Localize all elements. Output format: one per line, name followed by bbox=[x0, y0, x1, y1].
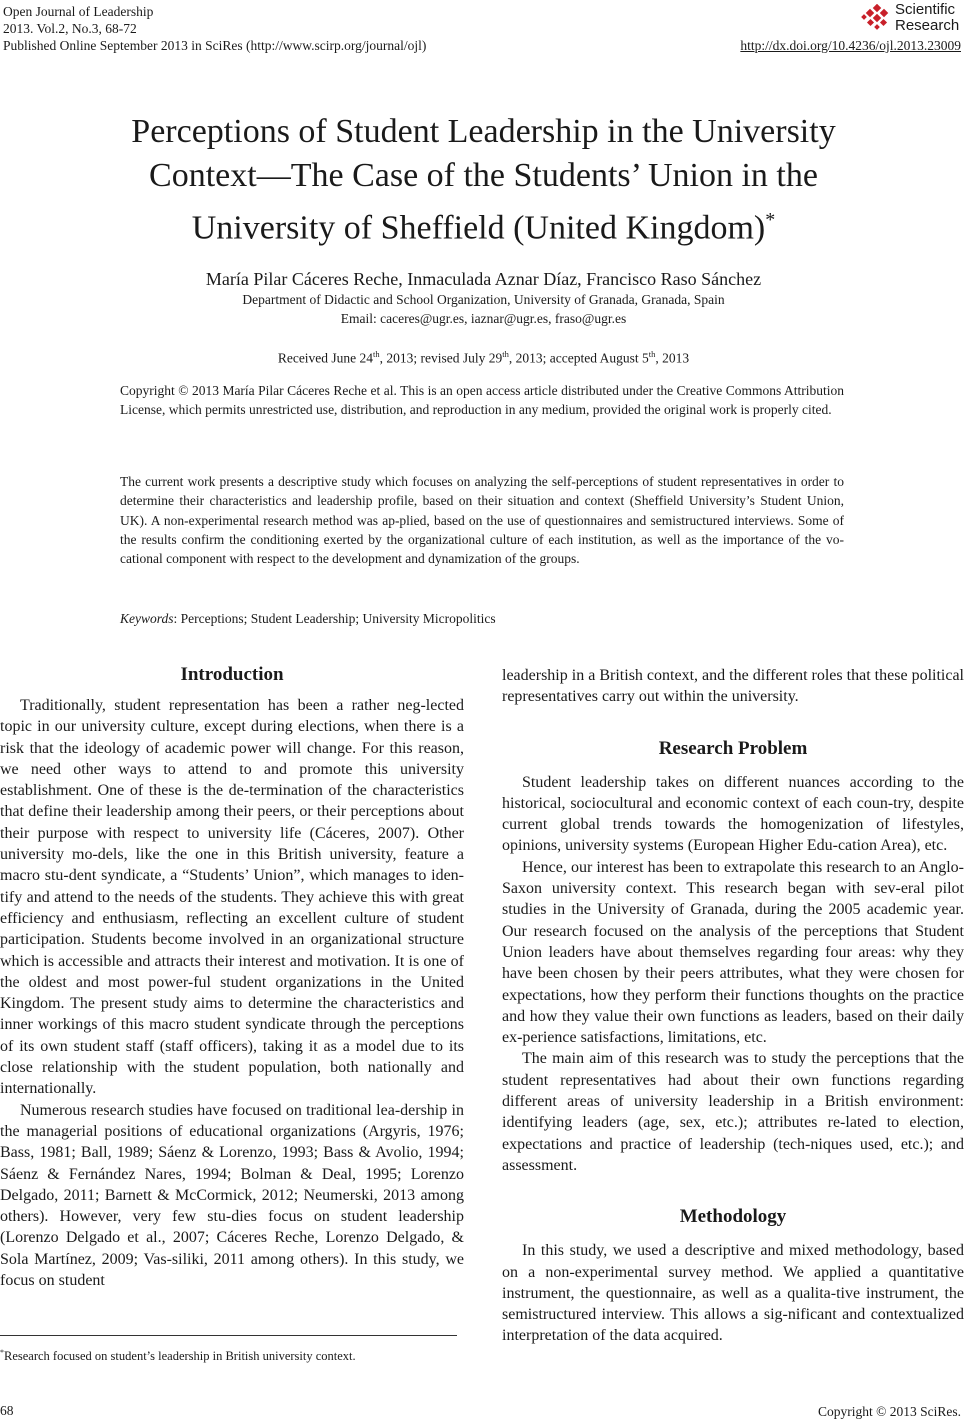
received-dates: Received June 24th, 2013; revised July 29th, 2013; accepted August 5th, 2013 bbox=[277, 349, 690, 366]
affiliation bbox=[40, 290, 927, 328]
keywords-label: Keywords bbox=[120, 611, 174, 626]
left-column bbox=[0, 663, 464, 1291]
section-heading-research-problem: Research Problem bbox=[658, 737, 808, 759]
paragraph: Hence, our interest has been to extrapolate this research to an Anglo-Saxon university context. This research began with sev-eral pilot studies in the University of Granada, during the 2005 academic year. Our research focused on the analysis of the perceptions that Student Union leaders have about themselves regarding four areas: why they have been chosen by their peers attributes, what they were chosen for expectations, how they perform their functions thoughts on the practice and how they value their own functions as leaders, based on their daily ex-perience satisfactions, limitations, etc. bbox=[502, 858, 964, 1047]
keywords bbox=[120, 609, 844, 628]
title-line-1: Perceptions of Student Leadership in the University bbox=[131, 113, 836, 150]
right-column bbox=[502, 665, 964, 1347]
running-header bbox=[3, 3, 426, 54]
paragraph: Student leadership takes on different nuances according to the historical, sociocultural and economic context of each coun-try, despite current global trends towards the homogenization of lifestyles, opinions, university systems (European Higher Edu-cation Area), etc. bbox=[502, 773, 964, 855]
footer-copyright: Copyright © 2013 SciRes. bbox=[817, 1404, 961, 1419]
doi-link[interactable]: http://dx.doi.org/10.4236/ojl.2013.23009 bbox=[740, 38, 961, 53]
section-heading-introduction: Introduction bbox=[180, 664, 284, 685]
title-footnote-mark: * bbox=[765, 209, 776, 231]
diamond-cluster-icon bbox=[861, 4, 893, 34]
paragraph: In this study, we used a descriptive and mixed methodology, based on a non-experimental survey method. We applied a quantitative instrument, the questionnaire, as well as a qualita-tive instrument, the semistructured interview. This allows a sig-nificant and contextualized interpretation of the data acquired. bbox=[502, 1242, 964, 1345]
paragraph: Numerous research studies have focused on traditional lea-dership in the managerial positions of educational organizations (Argyris, 1976; Bass, 1981; Ball, 1989; Sáenz & Lorenzo, 1993; Bass & Avolio, 1994; Sáenz & Fernández Nares, 1994; Bolman & Deal, 1995; Lorenzo Delgado, 2011; Barnett & McCormick, 2012; Neumerski, 2013 among others). However, very few stu-dies focus on student leadership (Lorenzo Delgado et al., 2007; Cáceres Reche, Lorenzo Delgado, & Sola Martínez, 2009; Vas-siliki, 2011 among others). In this study, we focus on student bbox=[0, 1101, 464, 1290]
paragraph: The main aim of this research was to study the perceptions that the student representatives had about their own functions regarding different areas of university leadership in a British environment: identifying leaders (age, sex, etc.); attributes re-lated to election, expectations and practice of leadership (tech-niques used, etc.); and assessment. bbox=[502, 1050, 964, 1174]
section-heading-methodology: Methodology bbox=[679, 1206, 787, 1228]
author-list: María Pilar Cáceres Reche, Inmaculada Aznar Díaz, Francisco Raso Sánchez bbox=[205, 269, 762, 289]
title-line-2: Context—The Case of the Students’ Union in the bbox=[149, 157, 818, 194]
footnote-mark: * bbox=[0, 1348, 4, 1357]
logo-line-1: Scientific bbox=[895, 1, 956, 18]
journal-volume: 2013. Vol.2, No.3, 68-72 bbox=[3, 21, 137, 36]
title-line-3: University of Sheffield (United Kingdom)* bbox=[191, 209, 776, 247]
paragraph: Traditionally, student representation has been a rather neg-lected topic in our university culture, except during elections, when there is a risk that the ideology of academic power will change. For this reason, we need other ways to attend to and promote this university establishment. One of these is the de-termination of the characteristics that define their leadership among their peers, or their perceptions about their purpose with respect to university life (Cáceres, 2007). Other university mo-dels, like the one in this British university, feature a macro stu-dent syndicate, a “Students’ Union”, which manages to iden-tify and attend to the needs of the students. They achieve this with great efficiency and enthusiasm, reflecting an excellent culture of student participation. Students become involved in an organizational structure which is accessible and attracts their interest and motivation. It is one of the oldest and most power-ful student organizations in the United Kingdom. The present study aims to determine the characteristics and inner workings of this macro student syndicate through the perceptions of its own student staff (staff officers), taking it as a model due to its close relationship with the student population, both nationally and internationally. bbox=[0, 697, 464, 1098]
footnote-text: Research focused on student’s leadership in British university context. bbox=[4, 1349, 356, 1364]
copyright-notice: Copyright © 2013 María Pilar Cáceres Reche et al. This is an open access article distributed under the Creative Commons Attribution License, which permits unrestricted use, distribution, and reproduction in any medium, provided the original work is properly cited. bbox=[120, 383, 844, 418]
paragraph: leadership in a British context, and the different roles that these political representatives carry out within the university. bbox=[502, 667, 964, 706]
keywords-text: : Perceptions; Student Leadership; University Micropolitics bbox=[173, 611, 496, 626]
publication-info: Published Online September 2013 in SciRes (http://www.scirp.org/journal/ojl) bbox=[3, 38, 427, 53]
logo-text bbox=[895, 2, 959, 34]
page-number: 68 bbox=[0, 1403, 14, 1418]
affiliation-text: Department of Didactic and School Organization, University of Granada, Granada, Spain bbox=[242, 292, 725, 307]
article-title bbox=[40, 110, 927, 250]
footnote-divider bbox=[0, 1335, 457, 1336]
abstract: The current work presents a descriptive study which focuses on analyzing the self-perceptions of student representatives in order to determine their characteristics and leadership profile, based on their situation and context (Sheffield University’s Student Union, UK). A non-experimental research method was ap-plied, based on the use of questionnaires and semistructured interviews. Some of the results confirm the conditioning exerted by the organizational culture of each institution, as well as the importance of the vo-cational component with respect to the development and dynamization of the groups. bbox=[120, 474, 844, 567]
footnote bbox=[0, 1345, 356, 1364]
logo-line-2: Research bbox=[895, 17, 960, 34]
author-emails: Email: caceres@ugr.es, iaznar@ugr.es, fraso@ugr.es bbox=[340, 311, 627, 326]
journal-name: Open Journal of Leadership bbox=[3, 4, 154, 19]
publisher-logo bbox=[861, 2, 961, 36]
